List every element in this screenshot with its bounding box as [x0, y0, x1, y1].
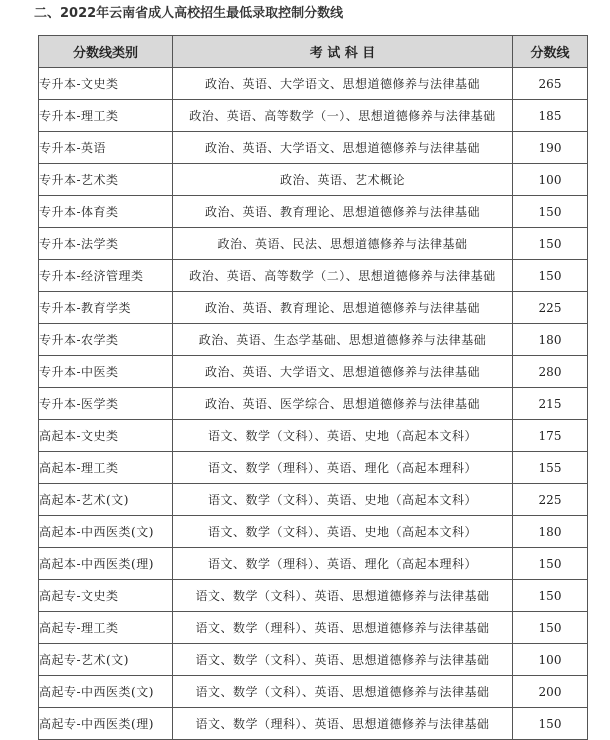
category-cell: 高起专-文史类 [39, 580, 173, 612]
table-row [39, 100, 588, 132]
category-cell: 高起专-中西医类(文) [39, 676, 173, 708]
table-row [39, 260, 588, 292]
category-cell: 专升本-艺术类 [39, 164, 173, 196]
subjects-cell: 语文、数学（文科）、英语、史地（高起本文科） [173, 484, 513, 516]
category-cell: 专升本-法学类 [39, 228, 173, 260]
subjects-cell: 政治、英语、高等数学（一）、思想道德修养与法律基础 [173, 100, 513, 132]
table-header-row [39, 36, 588, 68]
table-row [39, 420, 588, 452]
subjects-cell: 政治、英语、高等数学（二）、思想道德修养与法律基础 [173, 260, 513, 292]
score-cell: 150 [513, 580, 588, 612]
category-cell: 专升本-体育类 [39, 196, 173, 228]
subjects-cell: 语文、数学（文科）、英语、史地（高起本文科） [173, 516, 513, 548]
score-cell: 225 [513, 484, 588, 516]
category-cell: 专升本-理工类 [39, 100, 173, 132]
category-cell: 高起专-中西医类(理) [39, 708, 173, 740]
score-cell: 265 [513, 68, 588, 100]
category-cell: 高起本-理工类 [39, 452, 173, 484]
category-cell: 高起本-艺术(文) [39, 484, 173, 516]
category-cell: 专升本-英语 [39, 132, 173, 164]
subjects-cell: 语文、数学（文科）、英语、思想道德修养与法律基础 [173, 644, 513, 676]
category-cell: 高起本-中西医类(文) [39, 516, 173, 548]
score-cell: 180 [513, 324, 588, 356]
category-cell: 专升本-教育学类 [39, 292, 173, 324]
subjects-cell: 语文、数学（文科）、英语、思想道德修养与法律基础 [173, 676, 513, 708]
table-row [39, 644, 588, 676]
score-cell: 150 [513, 260, 588, 292]
category-cell: 专升本-医学类 [39, 388, 173, 420]
table-row [39, 484, 588, 516]
subjects-cell: 政治、英语、艺术概论 [173, 164, 513, 196]
category-cell: 专升本-农学类 [39, 324, 173, 356]
subjects-cell: 政治、英语、教育理论、思想道德修养与法律基础 [173, 196, 513, 228]
score-cell: 150 [513, 612, 588, 644]
table-row [39, 580, 588, 612]
subjects-cell: 政治、英语、民法、思想道德修养与法律基础 [173, 228, 513, 260]
category-cell: 高起本-文史类 [39, 420, 173, 452]
table-row [39, 164, 588, 196]
score-cell: 280 [513, 356, 588, 388]
score-cell: 150 [513, 548, 588, 580]
subjects-cell: 政治、英语、教育理论、思想道德修养与法律基础 [173, 292, 513, 324]
table-row [39, 676, 588, 708]
table-row [39, 292, 588, 324]
table-row [39, 356, 588, 388]
score-table [38, 35, 588, 740]
table-row [39, 324, 588, 356]
table-row [39, 452, 588, 484]
score-cell: 180 [513, 516, 588, 548]
subjects-cell: 政治、英语、医学综合、思想道德修养与法律基础 [173, 388, 513, 420]
subjects-cell: 语文、数学（理科）、英语、思想道德修养与法律基础 [173, 612, 513, 644]
subjects-cell: 政治、英语、大学语文、思想道德修养与法律基础 [173, 132, 513, 164]
subjects-cell: 语文、数学（理科）、英语、思想道德修养与法律基础 [173, 708, 513, 740]
table-row [39, 516, 588, 548]
category-column-header: 分数线类别 [39, 36, 173, 68]
table-row [39, 68, 588, 100]
table-row [39, 228, 588, 260]
score-cell: 225 [513, 292, 588, 324]
category-cell: 专升本-经济管理类 [39, 260, 173, 292]
score-cell: 150 [513, 196, 588, 228]
score-cell: 175 [513, 420, 588, 452]
subjects-cell: 政治、英语、大学语文、思想道德修养与法律基础 [173, 356, 513, 388]
section-heading: 二、2022年云南省成人高校招生最低录取控制分数线 [34, 6, 344, 21]
category-cell: 专升本-中医类 [39, 356, 173, 388]
subjects-cell: 语文、数学（文科）、英语、思想道德修养与法律基础 [173, 580, 513, 612]
table-row [39, 196, 588, 228]
table-row [39, 132, 588, 164]
table-row [39, 612, 588, 644]
category-cell: 专升本-文史类 [39, 68, 173, 100]
score-cell: 185 [513, 100, 588, 132]
category-cell: 高起专-艺术(文) [39, 644, 173, 676]
score-cell: 215 [513, 388, 588, 420]
subjects-cell: 语文、数学（理科）、英语、理化（高起本理科） [173, 452, 513, 484]
score-cell: 155 [513, 452, 588, 484]
score-cell: 200 [513, 676, 588, 708]
category-cell: 高起本-中西医类(理) [39, 548, 173, 580]
category-cell: 高起专-理工类 [39, 612, 173, 644]
score-cell: 100 [513, 164, 588, 196]
subjects-cell: 政治、英语、生态学基础、思想道德修养与法律基础 [173, 324, 513, 356]
subjects-column-header: 考 试 科 目 [173, 36, 513, 68]
subjects-cell: 政治、英语、大学语文、思想道德修养与法律基础 [173, 68, 513, 100]
table-row [39, 388, 588, 420]
score-cell: 100 [513, 644, 588, 676]
score-cell: 150 [513, 228, 588, 260]
subjects-cell: 语文、数学（文科）、英语、史地（高起本文科） [173, 420, 513, 452]
score-column-header: 分数线 [513, 36, 588, 68]
score-cell: 150 [513, 708, 588, 740]
table-row [39, 548, 588, 580]
score-cell: 190 [513, 132, 588, 164]
subjects-cell: 语文、数学（理科）、英语、理化（高起本理科） [173, 548, 513, 580]
table-row [39, 708, 588, 740]
